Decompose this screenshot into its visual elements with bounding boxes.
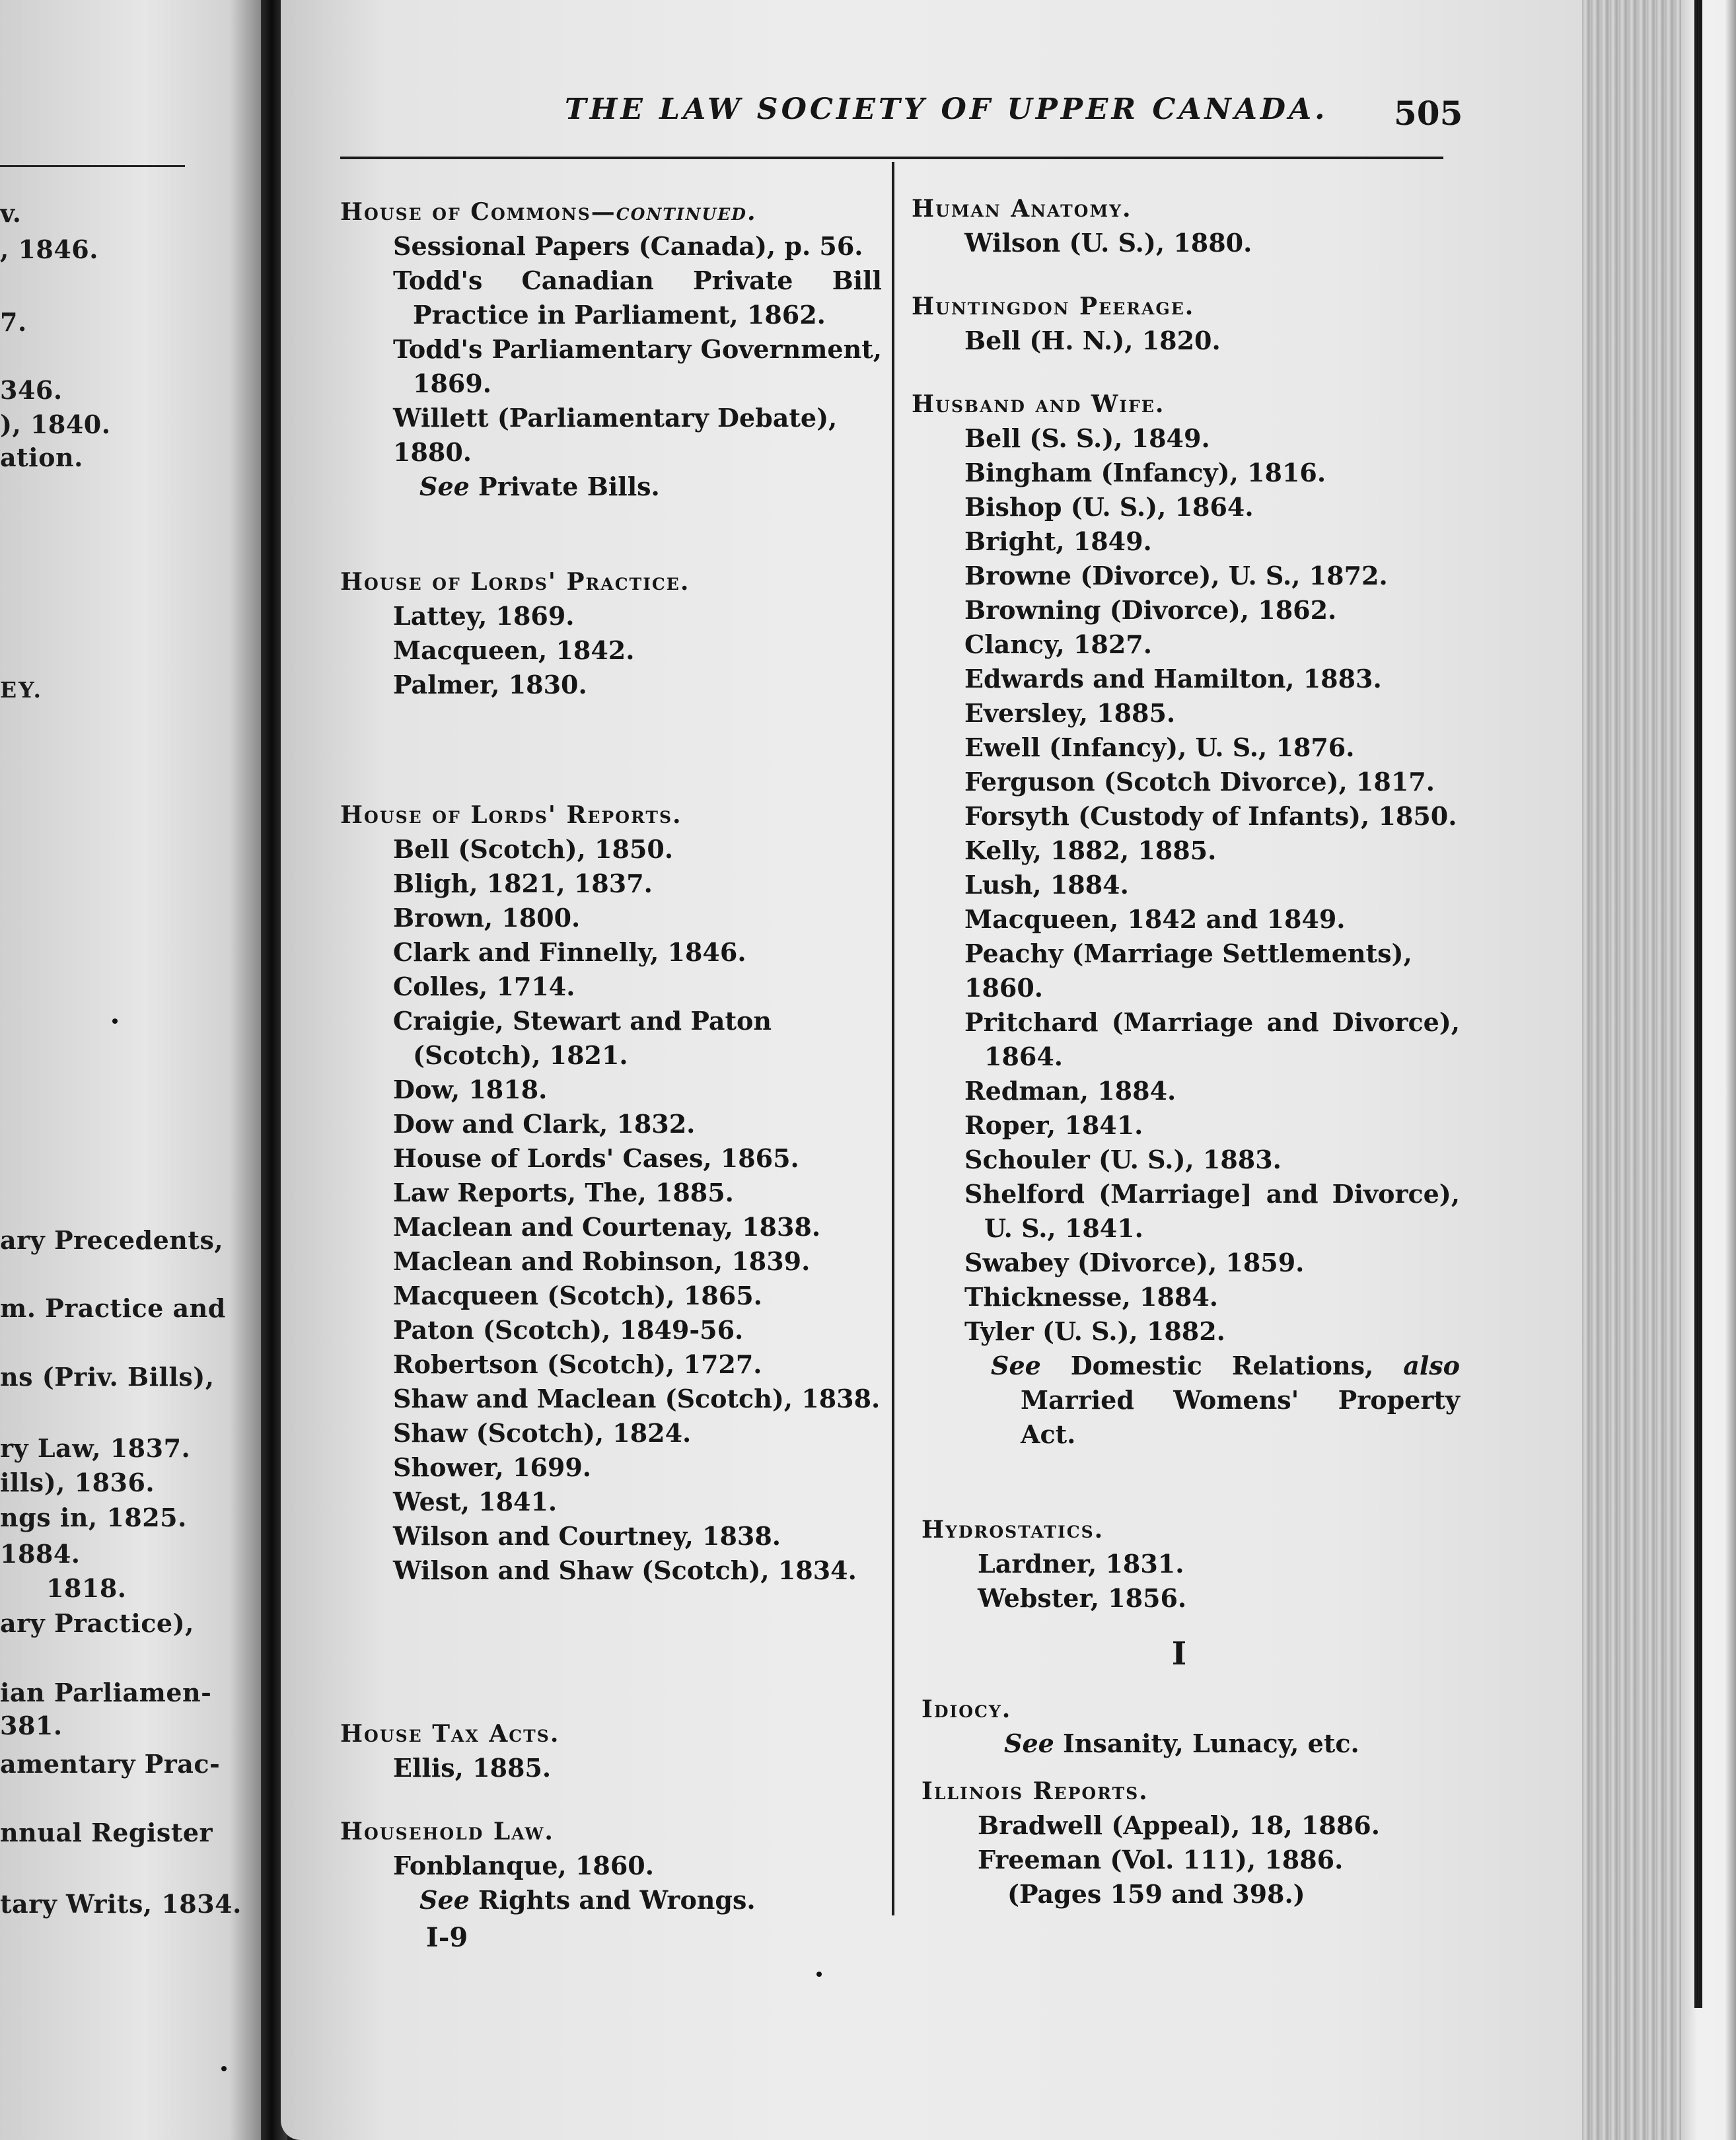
scan-speck — [112, 1018, 118, 1024]
list-item: (Pages 159 and 398.) — [1007, 1879, 1305, 1909]
entry-heading-husband-wife: Husband and Wife. — [912, 390, 1165, 418]
list-item: Roper, 1841. — [964, 1110, 1143, 1140]
list-item: Thicknesse, 1884. — [964, 1282, 1219, 1312]
list-item: Pritchard (Marriage and Divorce), 1864. — [964, 1007, 1460, 1071]
list-item: Maclean and Courtenay, 1838. — [393, 1212, 821, 1242]
right-column — [912, 192, 1460, 1911]
list-item: Fonblanque, 1860. — [393, 1851, 654, 1880]
entry-heading-hydrostatics: Hydrostatics. — [922, 1516, 1104, 1544]
list-item: Bell (S. S.), 1849. — [964, 423, 1210, 453]
list-item: Swabey (Divorce), 1859. — [964, 1248, 1305, 1277]
facing-fragment: 1818. — [46, 1573, 127, 1603]
header-rule — [340, 157, 1443, 159]
facing-fragment: 346. — [0, 375, 63, 405]
list-item: Peachy (Marriage Settlements), 1860. — [964, 939, 1412, 1003]
list-item: Shaw (Scotch), 1824. — [393, 1418, 692, 1448]
list-item: Redman, 1884. — [964, 1076, 1176, 1106]
list-item: Macqueen, 1842 and 1849. — [964, 904, 1346, 934]
entry-heading-household-law: Household Law. — [340, 1818, 554, 1845]
facing-fragment: m. Practice and — [0, 1293, 226, 1323]
list-item: Lush, 1884. — [964, 870, 1129, 900]
list-item: Wilson (U. S.), 1880. — [964, 228, 1252, 258]
list-item: Shaw and Maclean (Scotch), 1838. — [393, 1384, 881, 1413]
list-item: Lardner, 1831. — [978, 1549, 1184, 1579]
list-item: Dow, 1818. — [393, 1075, 548, 1104]
see-reference: See Domestic Relations, also Married Womens' Property Act. — [991, 1351, 1460, 1449]
see-reference: See Private Bills. — [419, 472, 660, 501]
list-item: Macqueen, 1842. — [393, 635, 635, 665]
section-letter: I — [1171, 1635, 1187, 1672]
facing-fragment: ary Practice), — [0, 1608, 194, 1638]
list-item: Shelford (Marriage] and Divorce), U. S., 1841. — [964, 1179, 1460, 1243]
facing-fragment: ry Law, 1837. — [0, 1433, 191, 1463]
list-item: Bell (Scotch), 1850. — [393, 834, 674, 864]
list-item: Craigie, Stewart and Paton (Scotch), 1821. — [393, 1006, 772, 1070]
facing-fragment: ary Precedents, — [0, 1225, 224, 1255]
list-item: Willett (Parliamentary Debate), 1880. — [393, 403, 838, 467]
list-item: Lattey, 1869. — [393, 601, 575, 631]
facing-fragment: 7. — [0, 307, 27, 337]
column-divider — [892, 162, 894, 1915]
list-item: Eversley, 1885. — [964, 698, 1176, 728]
entry-heading-idiocy: Idiocy. — [922, 1695, 1012, 1723]
entry-heading-lords-practice: House of Lords' Practice. — [340, 568, 690, 596]
list-item: Todd's Parliamentary Government, 1869. — [393, 334, 882, 398]
running-head: THE LAW SOCIETY OF UPPER CANADA. — [565, 92, 1328, 126]
list-item: Webster, 1856. — [978, 1583, 1187, 1613]
list-item: Wilson and Shaw (Scotch), 1834. — [393, 1555, 857, 1585]
list-item: Bishop (U. S.), 1864. — [964, 492, 1254, 522]
list-item: Bell (H. N.), 1820. — [964, 326, 1221, 355]
facing-fragment: 1884. — [0, 1539, 81, 1569]
see-reference: See Rights and Wrongs. — [419, 1885, 756, 1915]
list-item: Bligh, 1821, 1837. — [393, 869, 653, 898]
list-item: Bright, 1849. — [964, 526, 1152, 556]
list-item: Tyler (U. S.), 1882. — [964, 1316, 1225, 1346]
list-item: Sessional Papers (Canada), p. 56. — [393, 231, 863, 261]
list-item: West, 1841. — [393, 1487, 558, 1516]
facing-fragment: v. — [0, 198, 22, 228]
facing-fragment: ns (Priv. Bills), — [0, 1362, 215, 1392]
list-item: House of Lords' Cases, 1865. — [393, 1143, 799, 1173]
list-item: Clancy, 1827. — [964, 629, 1152, 659]
list-item: Macqueen (Scotch), 1865. — [393, 1281, 762, 1310]
list-item: Robertson (Scotch), 1727. — [393, 1349, 762, 1379]
facing-fragment: amentary Prac- — [0, 1749, 221, 1779]
facing-fragment: ation. — [0, 443, 83, 472]
printer-signature: I-9 — [426, 1922, 468, 1953]
entry-heading-huntingdon: Huntingdon Peerage. — [912, 293, 1195, 320]
list-item: Ellis, 1885. — [393, 1753, 552, 1783]
list-item: Dow and Clark, 1832. — [393, 1109, 696, 1139]
scan-speck — [221, 2066, 227, 2071]
page-edges — [1582, 0, 1681, 2140]
list-item: Freeman (Vol. 111), 1886. — [978, 1845, 1344, 1874]
list-item: Edwards and Hamilton, 1883. — [964, 664, 1382, 694]
list-item: Maclean and Robinson, 1839. — [393, 1246, 811, 1276]
see-reference: See Insanity, Lunacy, etc. — [1004, 1729, 1359, 1758]
list-item: Law Reports, The, 1885. — [393, 1178, 734, 1207]
page-number: 505 — [1394, 94, 1463, 133]
entry-heading-house-tax: House Tax Acts. — [340, 1720, 560, 1748]
list-item: Brown, 1800. — [393, 903, 581, 933]
list-item: Schouler (U. S.), 1883. — [964, 1145, 1282, 1174]
facing-fragment: nnual Register — [0, 1818, 213, 1847]
facing-fragment: EY. — [0, 677, 43, 703]
list-item: Kelly, 1882, 1885. — [964, 836, 1217, 865]
facing-fragment: tary Writs, 1834. — [0, 1889, 242, 1919]
facing-fragment: ngs in, 1825. — [0, 1503, 187, 1532]
facing-fragment: ), 1840. — [0, 410, 111, 439]
list-item: Todd's Canadian Private Bill Practice in Parliament, 1862. — [393, 266, 882, 330]
list-item: Shower, 1699. — [393, 1452, 592, 1482]
entry-heading-human-anatomy: Human Anatomy. — [912, 195, 1132, 223]
list-item: Palmer, 1830. — [393, 670, 587, 699]
facing-page — [0, 0, 261, 2140]
list-item: Ewell (Infancy), U. S., 1876. — [964, 732, 1355, 762]
list-item: Browne (Divorce), U. S., 1872. — [964, 561, 1388, 590]
entry-heading-lords-reports: House of Lords' Reports. — [340, 801, 682, 829]
facing-fragment: ills), 1836. — [0, 1468, 155, 1497]
list-item: Clark and Finnelly, 1846. — [393, 937, 746, 967]
entry-heading-house-of-commons: House of Commons—continued. — [340, 198, 757, 226]
list-item: Bradwell (Appeal), 18, 1886. — [978, 1810, 1380, 1840]
facing-fragment: , 1846. — [0, 234, 98, 264]
list-item: Paton (Scotch), 1849-56. — [393, 1315, 744, 1345]
list-item: Bingham (Infancy), 1816. — [964, 458, 1326, 487]
scan-speck — [816, 1972, 822, 1977]
list-item: Forsyth (Custody of Infants), 1850. — [964, 801, 1457, 831]
book-edge — [1681, 0, 1736, 2140]
left-column — [340, 195, 882, 1917]
list-item: Wilson and Courtney, 1838. — [393, 1521, 781, 1551]
facing-fragment: ian Parliamen- — [0, 1678, 212, 1707]
list-item: Ferguson (Scotch Divorce), 1817. — [964, 767, 1435, 797]
list-item: Colles, 1714. — [393, 972, 575, 1001]
list-item: Browning (Divorce), 1862. — [964, 595, 1337, 625]
facing-fragment: 381. — [0, 1711, 63, 1740]
entry-heading-illinois: Illinois Reports. — [922, 1777, 1149, 1805]
facing-page-rule — [0, 165, 185, 167]
